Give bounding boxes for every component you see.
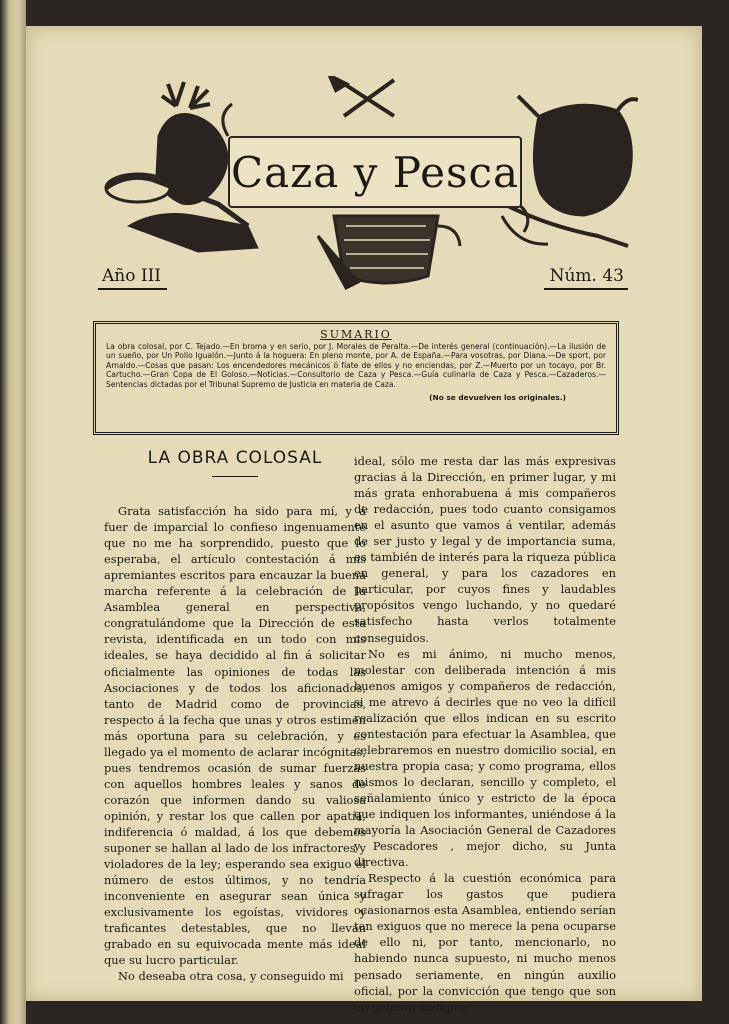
article-left-column bbox=[104, 446, 366, 984]
article-right-column bbox=[354, 453, 616, 1015]
sumario-note: (No se devuelven los originales.) bbox=[429, 392, 566, 402]
sumario-title: SUMARIO bbox=[320, 328, 392, 341]
sumario-text: La obra colosal, por C. Tejado.—En broma y en serio, por J. Morales de Peralta.—De interés general (continuación).—La ilusión de un sueño, por Un Pollo Igualón.—Junto á la hoguera: En pleno monte, por A. de España.—Para vosotras, por Diana.—De sport, por Arnaldo.—Cosas que pasan: Los encendedores mecánicos ó fíate de ellos y no enciendas, por Z.—Muerto por un tocayo, por Br. Cartucho.—Gran Copa de El Goloso.—Noticias.—Consultorio de Caza y Pesca.—Guía culinaria de Caza y Pesca.—Cazaderos.—Sentencias dictadas por el Tribunal Supremo de Justicia en materia de Caza. bbox=[106, 341, 606, 389]
paragraph: Respecto á la cuestión económica para sufragar los gastos que pudiera ocasionarnos esta Asamblea, entiendo serían tan exiguos que no merece la pena ocuparse de ello ni, por tanto, mencionarlo, no habiendo nunca supuesto, ni mucho menos pensado seriamente, en ningún auxilio oficial, por la convicción que tengo que son en general siempre bbox=[354, 871, 616, 1014]
masthead bbox=[98, 76, 638, 291]
paragraph: Grata satisfacción ha sido para mí, y á fuer de imparcial lo confieso ingenuamente que no me ha sorprendido, puesto que lo esperaba, el artículo contestación á mis apremiantes escritos para encauzar la buena marcha referente á la celebración de la Asamblea general en perspectiva, congratulándome que la Dirección de esta revista, identificada en un todo con mis ideales, se haya decidido al fin á solicitar oficialmente las opiniones de todas las Asociaciones y de todos los aficionados, tanto de Madrid como de provincias, respecto á la fecha que unas y otros estimen más oportuna para su celebración, y es llegado ya el momento de aclarar incógnitas, pues tendremos ocasión de sumar fuerzas con aquellos hombres leales y sanos de corazón que informen dando su valiosa opinión, y restar los que callen por apatía, indiferencia ó maldad, á los que debemos suponer se hallan al lado de los infractores y violadores de la ley; esperando sea exiguo el número de estos últimos, y no tendría inconveniente en asegurar sean única y exclusivamente los egoístas, vividores y traficantes detestables, que no llevan grabado en su equivocada mente más ideal que su lucro particular. bbox=[104, 504, 366, 968]
title-banner bbox=[228, 136, 522, 208]
title-divider bbox=[212, 476, 258, 477]
article-title: LA OBRA COLOSAL bbox=[147, 448, 323, 468]
paragraph: ideal, sólo me resta dar las más expresivas gracias á la Dirección, en primer lugar, y mi más grata enhorabuena á mis compañeros de redacción, pues todo cuanto consigamos en el asunto que vamos á ventilar, además de ser justo y legal y de importancia suma, es también de interés para la riqueza pública en general, y para los cazadores en particular, por cuyos fines y laudables propósitos vengo luchando, y no quedaré satisfecho hasta verlos totalmente conseguidos. bbox=[354, 454, 616, 645]
boar-fish-icon bbox=[502, 96, 638, 246]
crossed-arrows-icon bbox=[330, 76, 394, 116]
paragraph: No deseaba otra cosa, y conseguido mi bbox=[118, 969, 344, 984]
issue-number: Núm. 43 bbox=[544, 266, 628, 290]
magazine-title: Caza y Pesca bbox=[230, 147, 520, 197]
sumario-box bbox=[93, 321, 619, 435]
issue-row bbox=[98, 266, 628, 296]
issue-year: Año III bbox=[98, 266, 167, 290]
book-spine bbox=[0, 0, 26, 1024]
paragraph: No es mi ánimo, ni mucho menos, molestar con deliberada intención á mis buenos amigos y compañeros de redacción, si me atrevo á decirles que no veo la difícil realización que ellos indican en su escrito contestación para efectuar la Asamblea, que celebraremos en nuestro domicilio social, en nuestra propia casa; y como programa, ellos mismos lo declaran, sencillo y completo, el señalamiento único y estricto de la época que indiquen los informantes, uniéndose á la mayoría la Asociación General de Cazadores y Pescadores , mejor dicho, su Junta directiva. bbox=[354, 646, 616, 870]
magazine-page bbox=[26, 26, 702, 1014]
